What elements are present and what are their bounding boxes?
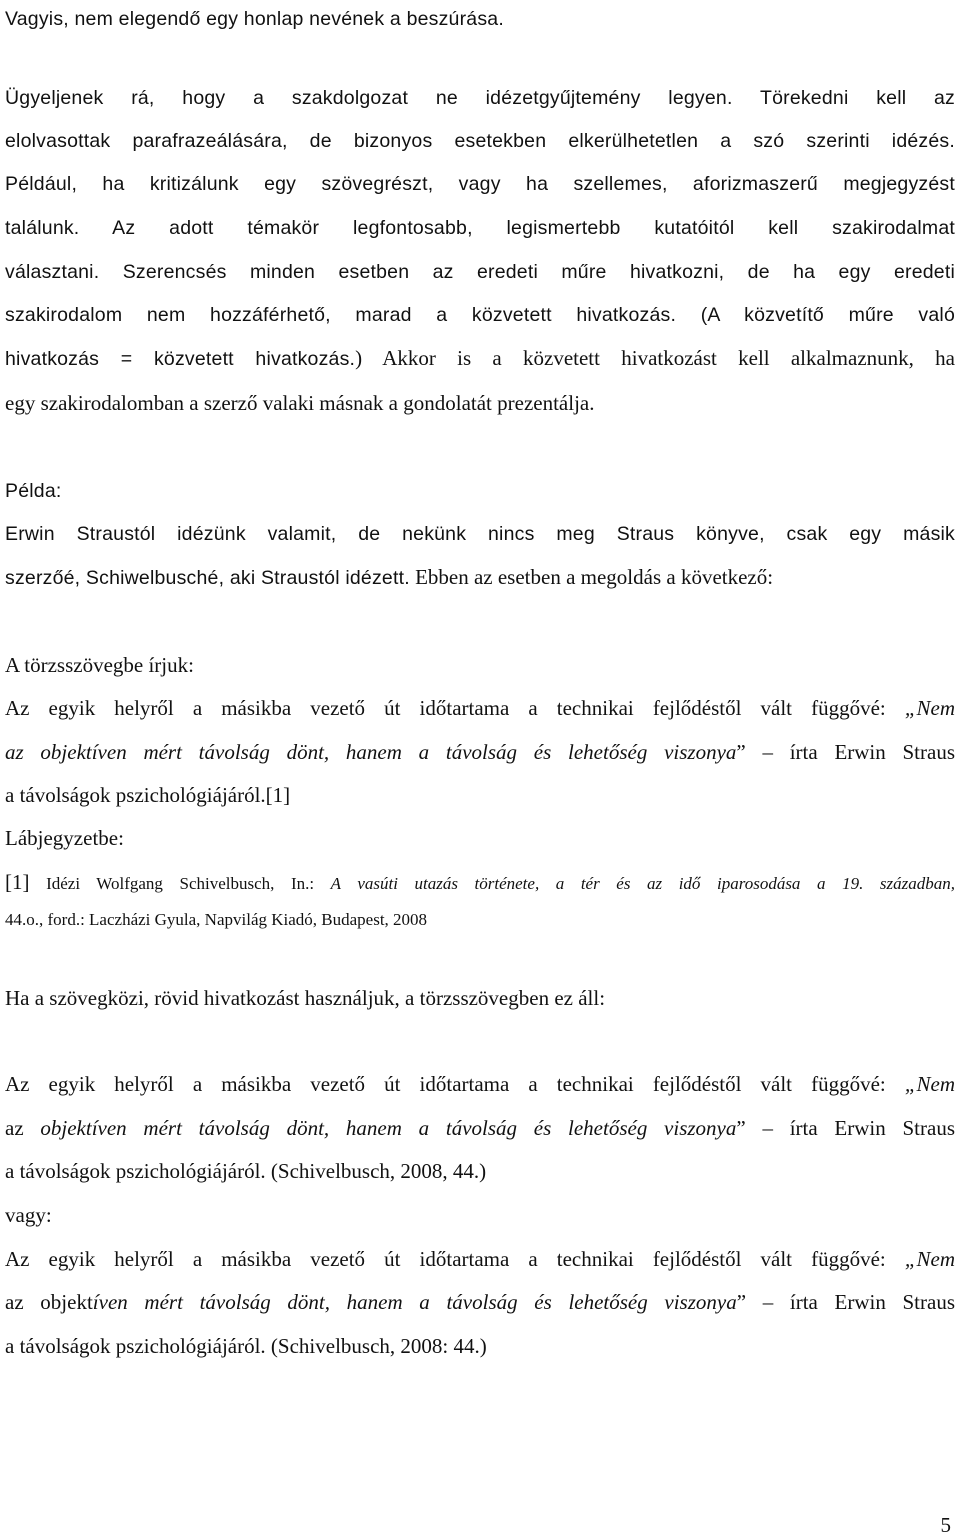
quote-segment: ” – írta Erwin Straus [736,740,956,764]
quote-line [5,1070,955,1098]
example-segment: szerzőé, Schiwelbusché, aki Straustól idézett. [5,567,410,589]
quote-segment: objektíven mért távolság dönt, hanem a távolság és lehetőség viszonya [40,1116,737,1140]
paragraph-line: elolvasottak parafrazeálására, de bizonyos esetekben elkerülhetetlen a szó szerinti idézés. [5,130,955,152]
quote-segment: Az egyik helyről a másikba vezető út időtartama a technikai fejlődéstől vált függővé: [5,696,905,720]
quote-line: a távolságok pszichológiájáról.[1] [5,783,291,807]
footnote-line [5,868,955,898]
quote-line [5,738,955,766]
footnote-label: Lábjegyzetbe: [5,826,124,850]
footnote-line: 44.o., ford.: Laczházi Gyula, Napvilág Kiadó, Budapest, 2008 [5,910,428,929]
paragraph-line: szakirodalom nem hozzáférhető, marad a közvetett hivatkozás. (A közvetítő műre való [5,304,955,326]
quote-segment: „Nem [904,1247,955,1271]
paragraph-line: Például, ha kritizálunk egy szövegrészt, vagy ha szellemes, aforizmaszerű megjegyzést [5,173,955,195]
or-label: vagy: [5,1203,52,1227]
quote-line: a távolságok pszichológiájáról. (Schivelbusch, 2008: 44.) [5,1334,487,1358]
page-number: 5 [940,1513,951,1537]
footnote-segment: Idézi Wolfgang Schivelbusch, In.: [29,874,331,893]
paragraph-line: találunk. Az adott témakör legfontosabb, legismertebb kutatóitól kell szakirodalmat [5,217,955,239]
paragraph-segment: hivatkozás = közvetett hivatkozás. [5,348,356,370]
quote-line [5,1288,955,1316]
paragraph-line: egy szakirodalomban a szerző valaki másnak a gondolatát prezentálja. [5,391,595,415]
quote-line: a távolságok pszichológiájáról. (Schivelbusch, 2008, 44.) [5,1159,487,1183]
example-segment: Ebben az esetben a megoldás a következő: [409,565,774,589]
paragraph-line: Ügyeljenek rá, hogy a szakdolgozat ne idézetgyűjtemény legyen. Törekedni kell az [5,87,955,109]
example-line: Erwin Straustól idézünk valamit, de nekünk nincs meg Straus könyve, csak egy másik [5,523,955,545]
quote-segment: íven mért távolság dönt, hanem a távolság és lehetőség viszonya [92,1290,737,1314]
quote-segment: ” – írta Erwin Straus [736,1116,955,1140]
footnote-segment: A vasúti utazás története, a tér és az idő iparosodása a 19. században, [330,874,955,893]
short-reference-intro: Ha a szövegközi, rövid hivatkozást használjuk, a törzsszövegben ez áll: [5,986,606,1010]
quote-segment: Az egyik helyről a másikba vezető út időtartama a technikai fejlődéstől vált függővé: [5,1247,905,1271]
paragraph-segment: ) Akkor is a közvetett hivatkozást kell alkalmaznunk, ha [355,346,955,370]
quote-segment: Az egyik helyről a másikba vezető út időtartama a technikai fejlődéstől vált függővé: [5,1072,905,1096]
quote-segment: az objektíven mért távolság dönt, hanem a távolság és lehetőség viszonya [5,740,737,764]
footnote-marker: [1] [5,870,30,894]
quote-segment: „Nem [904,1072,955,1096]
quote-line [5,1114,955,1142]
example-label: Példa: [5,480,62,502]
body-text-label: A törzsszövegbe írjuk: [5,653,194,677]
intro-sentence: Vagyis, nem elegendő egy honlap nevének a beszúrása. [5,8,504,30]
paragraph-line [5,344,955,373]
quote-segment: az [5,1116,41,1140]
quote-line [5,1245,955,1273]
example-line [5,563,955,592]
quote-segment: az objekt [5,1290,93,1314]
quote-segment: „Nem [904,696,955,720]
paragraph-line: választani. Szerencsés minden esetben az eredeti műre hivatkozni, de ha egy eredeti [5,261,955,283]
quote-segment: ” – írta Erwin Straus [736,1290,956,1314]
quote-line [5,694,955,722]
